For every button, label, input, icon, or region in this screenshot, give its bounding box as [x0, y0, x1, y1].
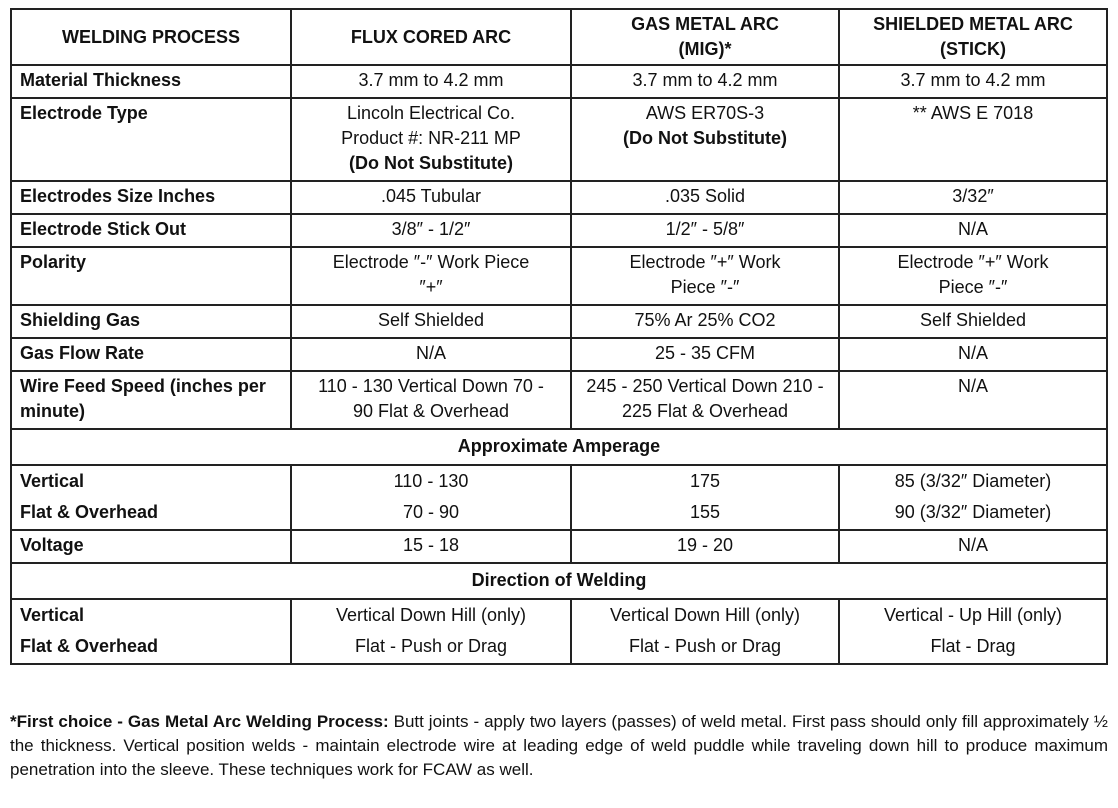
row-label: Electrode Type — [11, 98, 291, 181]
table-row — [11, 632, 1107, 664]
table-cell — [291, 305, 571, 338]
table-cell — [291, 371, 571, 429]
table-cell — [839, 371, 1107, 429]
section-title: Direction of Welding — [11, 563, 1107, 599]
table-cell: 15 - 18 — [291, 530, 571, 563]
cell-value: 110 - 130 Vertical Down 70 - 90 Flat & Overhead — [318, 376, 544, 421]
cell-value: .045 Tubular — [380, 186, 482, 206]
table-cell — [839, 98, 1107, 181]
header-cell — [291, 9, 571, 65]
table-cell: 155 — [571, 498, 839, 530]
table-cell — [291, 65, 571, 98]
section-row — [11, 429, 1107, 465]
header-text: SHIELDED METAL ARC (STICK) — [873, 14, 1073, 59]
cell-value: Electrode ″+″ Work Piece ″-″ — [629, 252, 781, 297]
table-cell — [839, 181, 1107, 214]
cell-value: 3/8″ - 1/2″ — [391, 219, 471, 239]
row-label: Gas Flow Rate — [11, 338, 291, 371]
table-row — [11, 247, 1107, 305]
row-label: Polarity — [11, 247, 291, 305]
section-row — [11, 563, 1107, 599]
row-label: Electrodes Size Inches — [11, 181, 291, 214]
cell-value: 3.7 mm to 4.2 mm — [358, 70, 504, 90]
header-cell: WELDING PROCESS — [11, 9, 291, 65]
cell-value: 3.7 mm to 4.2 mm — [900, 70, 1046, 90]
table-cell: 70 - 90 — [291, 498, 571, 530]
table-row — [11, 65, 1107, 98]
table-cell — [571, 247, 839, 305]
header-row — [11, 9, 1107, 65]
table-cell: Vertical Down Hill (only) — [291, 599, 571, 632]
cell-value: N/A — [957, 376, 988, 396]
table-row — [11, 371, 1107, 429]
cell-value: Lincoln Electrical Co. Product #: NR-211 MP — [341, 103, 521, 148]
table-cell — [291, 181, 571, 214]
cell-value: 3.7 mm to 4.2 mm — [632, 70, 778, 90]
footnote-bold: *First choice - Gas Metal Arc Welding Process: — [10, 712, 389, 731]
table-row — [11, 599, 1107, 632]
cell-value: .035 Solid — [664, 186, 746, 206]
table-cell — [571, 338, 839, 371]
table-cell — [571, 181, 839, 214]
table-cell — [839, 214, 1107, 247]
table-cell: Vertical - Up Hill (only) — [839, 599, 1107, 632]
table-cell — [839, 338, 1107, 371]
row-label: Flat & Overhead — [11, 632, 291, 664]
table-cell: N/A — [839, 530, 1107, 563]
row-label: Vertical — [11, 599, 291, 632]
cell-value: Self Shielded — [377, 310, 485, 330]
table-cell — [291, 338, 571, 371]
row-label: Wire Feed Speed (inches per minute) — [11, 371, 291, 429]
section-title: Approximate Amperage — [11, 429, 1107, 465]
table-cell: 110 - 130 — [291, 465, 571, 498]
row-label: Material Thickness — [11, 65, 291, 98]
table-cell: 175 — [571, 465, 839, 498]
table-cell — [839, 65, 1107, 98]
cell-value: Electrode ″+″ Work Piece ″-″ — [897, 252, 1049, 297]
welding-parameters-table — [10, 8, 1108, 665]
cell-value: N/A — [957, 343, 988, 363]
table-cell — [571, 65, 839, 98]
header-cell — [839, 9, 1107, 65]
cell-value: Electrode ″-″ Work Piece ″+″ — [332, 252, 530, 297]
table-cell — [571, 214, 839, 247]
table-cell — [291, 98, 571, 181]
table-row — [11, 305, 1107, 338]
do-not-substitute-note: (Do Not Substitute) — [623, 128, 787, 148]
table-row — [11, 530, 1107, 563]
table-cell — [571, 98, 839, 181]
table-cell — [571, 371, 839, 429]
table-cell: 90 (3/32″ Diameter) — [839, 498, 1107, 530]
row-label: Electrode Stick Out — [11, 214, 291, 247]
cell-value: ** AWS E 7018 — [912, 103, 1034, 123]
cell-value: 1/2″ - 5/8″ — [665, 219, 745, 239]
table-cell: Flat - Drag — [839, 632, 1107, 664]
header-cell — [571, 9, 839, 65]
table-cell — [291, 214, 571, 247]
table-row — [11, 338, 1107, 371]
table-row — [11, 98, 1107, 181]
cell-value: 3/32″ — [952, 186, 994, 206]
cell-value: 25 - 35 CFM — [654, 343, 756, 363]
table-cell — [571, 305, 839, 338]
table-cell: Vertical Down Hill (only) — [571, 599, 839, 632]
table-cell — [839, 247, 1107, 305]
table-cell: Flat - Push or Drag — [571, 632, 839, 664]
table-cell — [839, 305, 1107, 338]
cell-value: N/A — [957, 219, 988, 239]
footnote-text: Butt joints - apply two layers (passes) of weld metal. First pass should only fill approximately ½ the thickness. Vertical position welds - maintain electrode wire at leading edge of weld puddle while traveling down hill to produce maximum penetration into the sleeve. These techniques work for FCAW as well. — [10, 712, 1108, 779]
header-text: FLUX CORED ARC — [350, 26, 512, 47]
table-row — [11, 498, 1107, 530]
row-label: Flat & Overhead — [11, 498, 291, 530]
table-cell: Flat - Push or Drag — [291, 632, 571, 664]
table-cell: 19 - 20 — [571, 530, 839, 563]
cell-value: AWS ER70S-3 — [645, 103, 765, 123]
row-label: Vertical — [11, 465, 291, 498]
cell-value: Self Shielded — [919, 310, 1027, 330]
table-row — [11, 465, 1107, 498]
cell-value: N/A — [415, 343, 446, 363]
table-cell: 85 (3/32″ Diameter) — [839, 465, 1107, 498]
row-label: Shielding Gas — [11, 305, 291, 338]
table-cell — [291, 247, 571, 305]
cell-value: 75% Ar 25% CO2 — [634, 310, 776, 330]
table-row — [11, 181, 1107, 214]
table-row — [11, 214, 1107, 247]
header-text: GAS METAL ARC (MIG)* — [631, 14, 779, 59]
do-not-substitute-note: (Do Not Substitute) — [349, 153, 513, 173]
row-label: Voltage — [11, 530, 291, 563]
cell-value: 245 - 250 Vertical Down 210 - 225 Flat & Overhead — [586, 376, 824, 421]
footnote — [10, 710, 1108, 782]
